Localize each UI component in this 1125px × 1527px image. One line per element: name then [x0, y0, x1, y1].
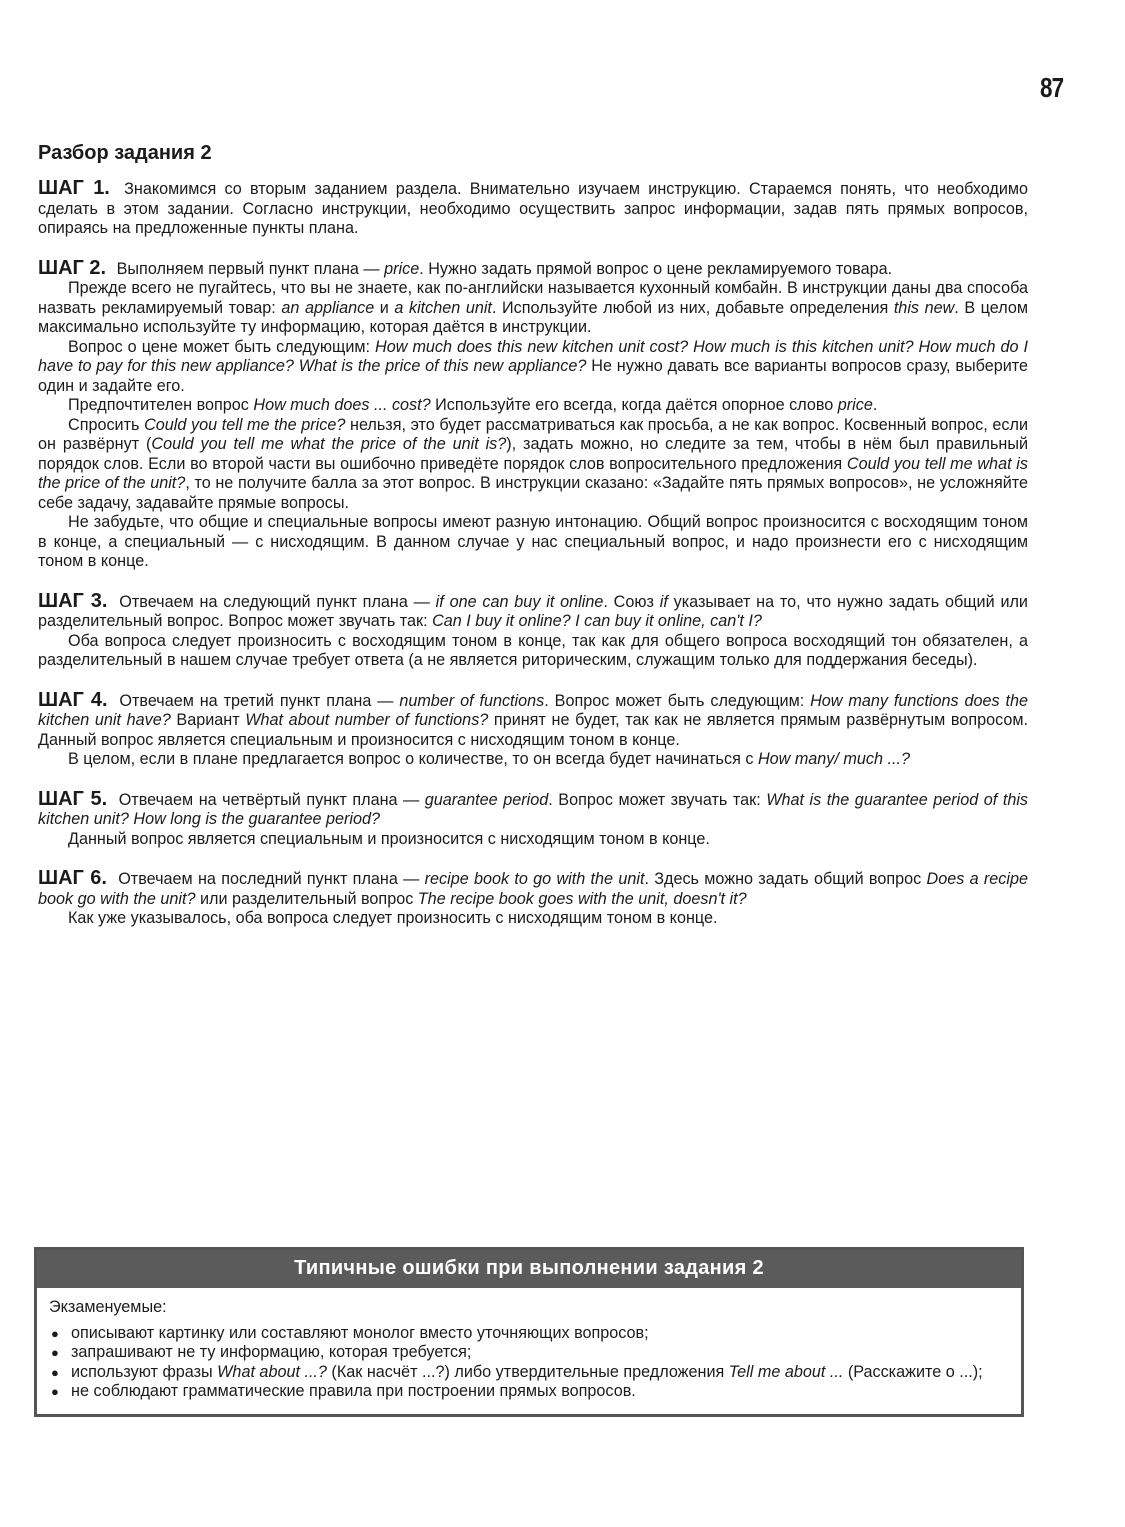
text-run: Спросить — [68, 415, 145, 434]
step-1 — [38, 179, 1028, 239]
italic-text: How much does this new kitchen unit cost? How much is this kitchen unit? How much do I have to pay for this new appliance? What is the price of this new appliance? — [38, 337, 1028, 375]
step-paragraph — [38, 396, 1028, 416]
text-run: Отвечаем на третий пункт плана — — [119, 691, 400, 710]
text-run: Как уже указывалось, оба вопроса следует произносить с нисходящим тоном в конце. — [68, 909, 718, 927]
text-run: Отвечаем на следующий пункт плана — — [119, 592, 436, 611]
text-run: Отвечаем на последний пункт плана — — [118, 870, 425, 888]
text-run: используют фразы — [71, 1362, 218, 1381]
text-run: Данный вопрос является специальным и произносится с нисходящим тоном в конце. — [68, 829, 710, 848]
step-4 — [38, 688, 1029, 770]
step-paragraph — [38, 589, 1028, 632]
step-paragraph — [38, 830, 1028, 850]
step-label: ШАГ 1. — [38, 177, 110, 199]
text-run: описывают картинку или составляют монолог вместо уточняющих вопросов; — [71, 1323, 649, 1342]
step-paragraph — [38, 909, 1028, 929]
step-paragraph — [38, 179, 1028, 239]
italic-text: How many functions does the kitchen unit have? — [38, 691, 1029, 729]
page-number: 87 — [1040, 72, 1064, 103]
text-run: , то не получите балла за этот вопрос. В инструкции сказано: «Задайте пять прямых вопросов», не усложняйте себе задачу, задавайте прямые вопросы. — [38, 474, 1028, 512]
step-5 — [38, 787, 1029, 850]
italic-text: The recipe book goes with the unit, doesn't it? — [417, 889, 747, 908]
italic-text: this new — [893, 298, 955, 317]
italic-text: Could you tell me the price? — [144, 415, 346, 434]
typical-mistakes-box — [34, 1247, 1024, 1417]
step-3 — [38, 589, 1028, 671]
main-content — [38, 142, 1028, 949]
typical-mistakes-title: Типичные ошибки при выполнении задания 2 — [37, 1250, 1021, 1288]
italic-text: What about ...? — [217, 1362, 327, 1381]
italic-text: guarantee period — [424, 790, 549, 809]
italic-text: if — [659, 592, 668, 611]
text-run: ), задать можно, но следите за тем, чтобы в нём был правильный порядок слов. Если во второй части вы ошибочно приведёте порядок слов вопросительного предложения — [38, 435, 1028, 473]
italic-text: What about number of functions? — [245, 711, 489, 729]
text-run: Используйте его всегда, когда даётся опорное слово — [430, 396, 838, 414]
italic-text: an appliance — [281, 298, 375, 317]
steps-list — [38, 179, 1028, 929]
text-run: (Расскажите о ...); — [843, 1362, 983, 1381]
step-paragraph — [38, 279, 1028, 338]
text-run: . Используйте любой из них, добавьте определения — [491, 298, 894, 317]
text-run: Оба вопроса следует произносить с восходящим тоном в конце, так как для общего вопроса восходящий тон обязателен, а разделительный в нашем случае требует ответа (а не является риторическим, служащим только для поддержания беседы). — [38, 631, 1028, 669]
text-run: Предпочтителен вопрос — [68, 396, 254, 414]
text-run: . Союз — [603, 592, 660, 611]
text-run: указывает на то, что нужно задать общий или разделительный вопрос. Вопрос может звучать так: — [38, 592, 1028, 630]
step-paragraph — [38, 632, 1028, 671]
text-run: принят не будет, так как не является прямым развёрнутым вопросом. Данный вопрос является специальным и произносится с нисходящим тоном в конце. — [38, 711, 1028, 749]
step-paragraph — [38, 338, 1028, 397]
text-run: Прежде всего не пугайтесь, что вы не знаете, как по-английски называется кухонный комбайн. В инструкции даны два способа назвать рекламируемый товар: — [38, 279, 1028, 317]
section-title: Разбор задания 2 — [38, 142, 212, 164]
text-run: В целом, если в плане предлагается вопрос о количестве, то он всегда будет начинаться с — [68, 750, 758, 768]
step-paragraph — [38, 416, 1028, 514]
italic-text: What is the guarantee period of this kitchen unit? How long is the guarantee period? — [38, 790, 1029, 828]
step-paragraph — [38, 869, 1028, 909]
step-2 — [38, 256, 1028, 572]
text-run: . Вопрос может звучать так: — [548, 790, 767, 809]
italic-text: Could you tell me what is the price of the unit? — [38, 454, 1028, 492]
mistake-item — [49, 1324, 1009, 1344]
text-run: . Вопрос может быть следующим: — [544, 691, 811, 710]
mistake-item — [49, 1382, 1009, 1402]
text-run: Не забудьте, что общие и специальные вопросы имеют разную интонацию. Общий вопрос произносится с восходящим тоном в конце, а специальный — с нисходящим. В данном случае у нас специальный вопрос, и надо произнести его с нисходящим тоном в конце. — [38, 513, 1028, 570]
typical-mistakes-list — [49, 1324, 1009, 1402]
italic-text: price — [837, 396, 873, 414]
mistake-item — [49, 1343, 1009, 1363]
step-label: ШАГ 2. — [38, 256, 107, 279]
text-run: Отвечаем на четвёртый пункт плана — — [118, 790, 425, 809]
mistake-item — [49, 1363, 1009, 1383]
step-label: ШАГ 5. — [38, 787, 108, 810]
step-paragraph — [38, 787, 1029, 830]
italic-text: How many/ much ...? — [757, 750, 910, 768]
text-run: Выполняем первый пункт плана — — [116, 259, 385, 278]
text-run: . — [872, 396, 878, 414]
italic-text: Does a recipe book go with the unit? — [38, 870, 1028, 908]
step-label: ШАГ 4. — [38, 688, 108, 711]
text-run: . В целом максимально используйте ту информацию, которая даётся в инструкции. — [38, 298, 1028, 336]
text-run: (Как насчёт ...?) либо утвердительные предложения — [326, 1362, 729, 1381]
text-run: запрашивают не ту информацию, которая требуется; — [71, 1343, 472, 1361]
text-run: Не нужно давать все варианты вопросов сразу, выберите один и задайте его. — [38, 357, 1028, 395]
step-6 — [38, 869, 1028, 929]
typical-mistakes-body — [37, 1288, 1021, 1414]
italic-text: if one can buy it online — [435, 592, 604, 611]
text-run: не соблюдают грамматические правила при построении прямых вопросов. — [71, 1382, 636, 1400]
step-paragraph — [38, 750, 1028, 770]
step-label: ШАГ 3. — [38, 589, 108, 612]
typical-mistakes-intro: Экзаменуемые: — [49, 1298, 167, 1316]
text-run: или разделительный вопрос — [195, 889, 418, 908]
italic-text: How much does ... cost? — [253, 396, 431, 414]
step-paragraph — [38, 256, 1028, 280]
text-run: нельзя, это будет рассматриваться как просьба, а не как вопрос. Косвенный вопрос, если он развёрнут ( — [38, 415, 1028, 453]
text-run: Знакомимся со вторым заданием раздела. Внимательно изучаем инструкцию. Стараемся понять, что необходимо сделать в этом задании. Согласно инструкции, необходимо осуществить запрос информации, задав пять прямых вопросов, опираясь на предложенные пункты плана. — [38, 180, 1028, 237]
text-run: и — [374, 298, 395, 317]
italic-text: Could you tell me what the price of the unit is? — [151, 435, 507, 453]
text-run: Вопрос о цене может быть следующим: — [68, 337, 376, 356]
step-paragraph — [38, 513, 1028, 572]
text-run: Вариант — [170, 711, 246, 729]
text-run: . Здесь можно задать общий вопрос — [644, 870, 927, 888]
italic-text: Tell me about ... — [728, 1362, 844, 1381]
italic-text: Can I buy it online? I can buy it online, can't I? — [432, 612, 762, 630]
italic-text: a kitchen unit — [394, 298, 492, 317]
step-paragraph — [38, 688, 1029, 751]
italic-text: number of functions — [399, 691, 545, 710]
italic-text: price — [384, 259, 420, 278]
text-run: . Нужно задать прямой вопрос о цене рекламируемого товара. — [419, 259, 893, 278]
italic-text: recipe book to go with the unit — [424, 870, 645, 888]
step-label: ШАГ 6. — [38, 867, 107, 889]
